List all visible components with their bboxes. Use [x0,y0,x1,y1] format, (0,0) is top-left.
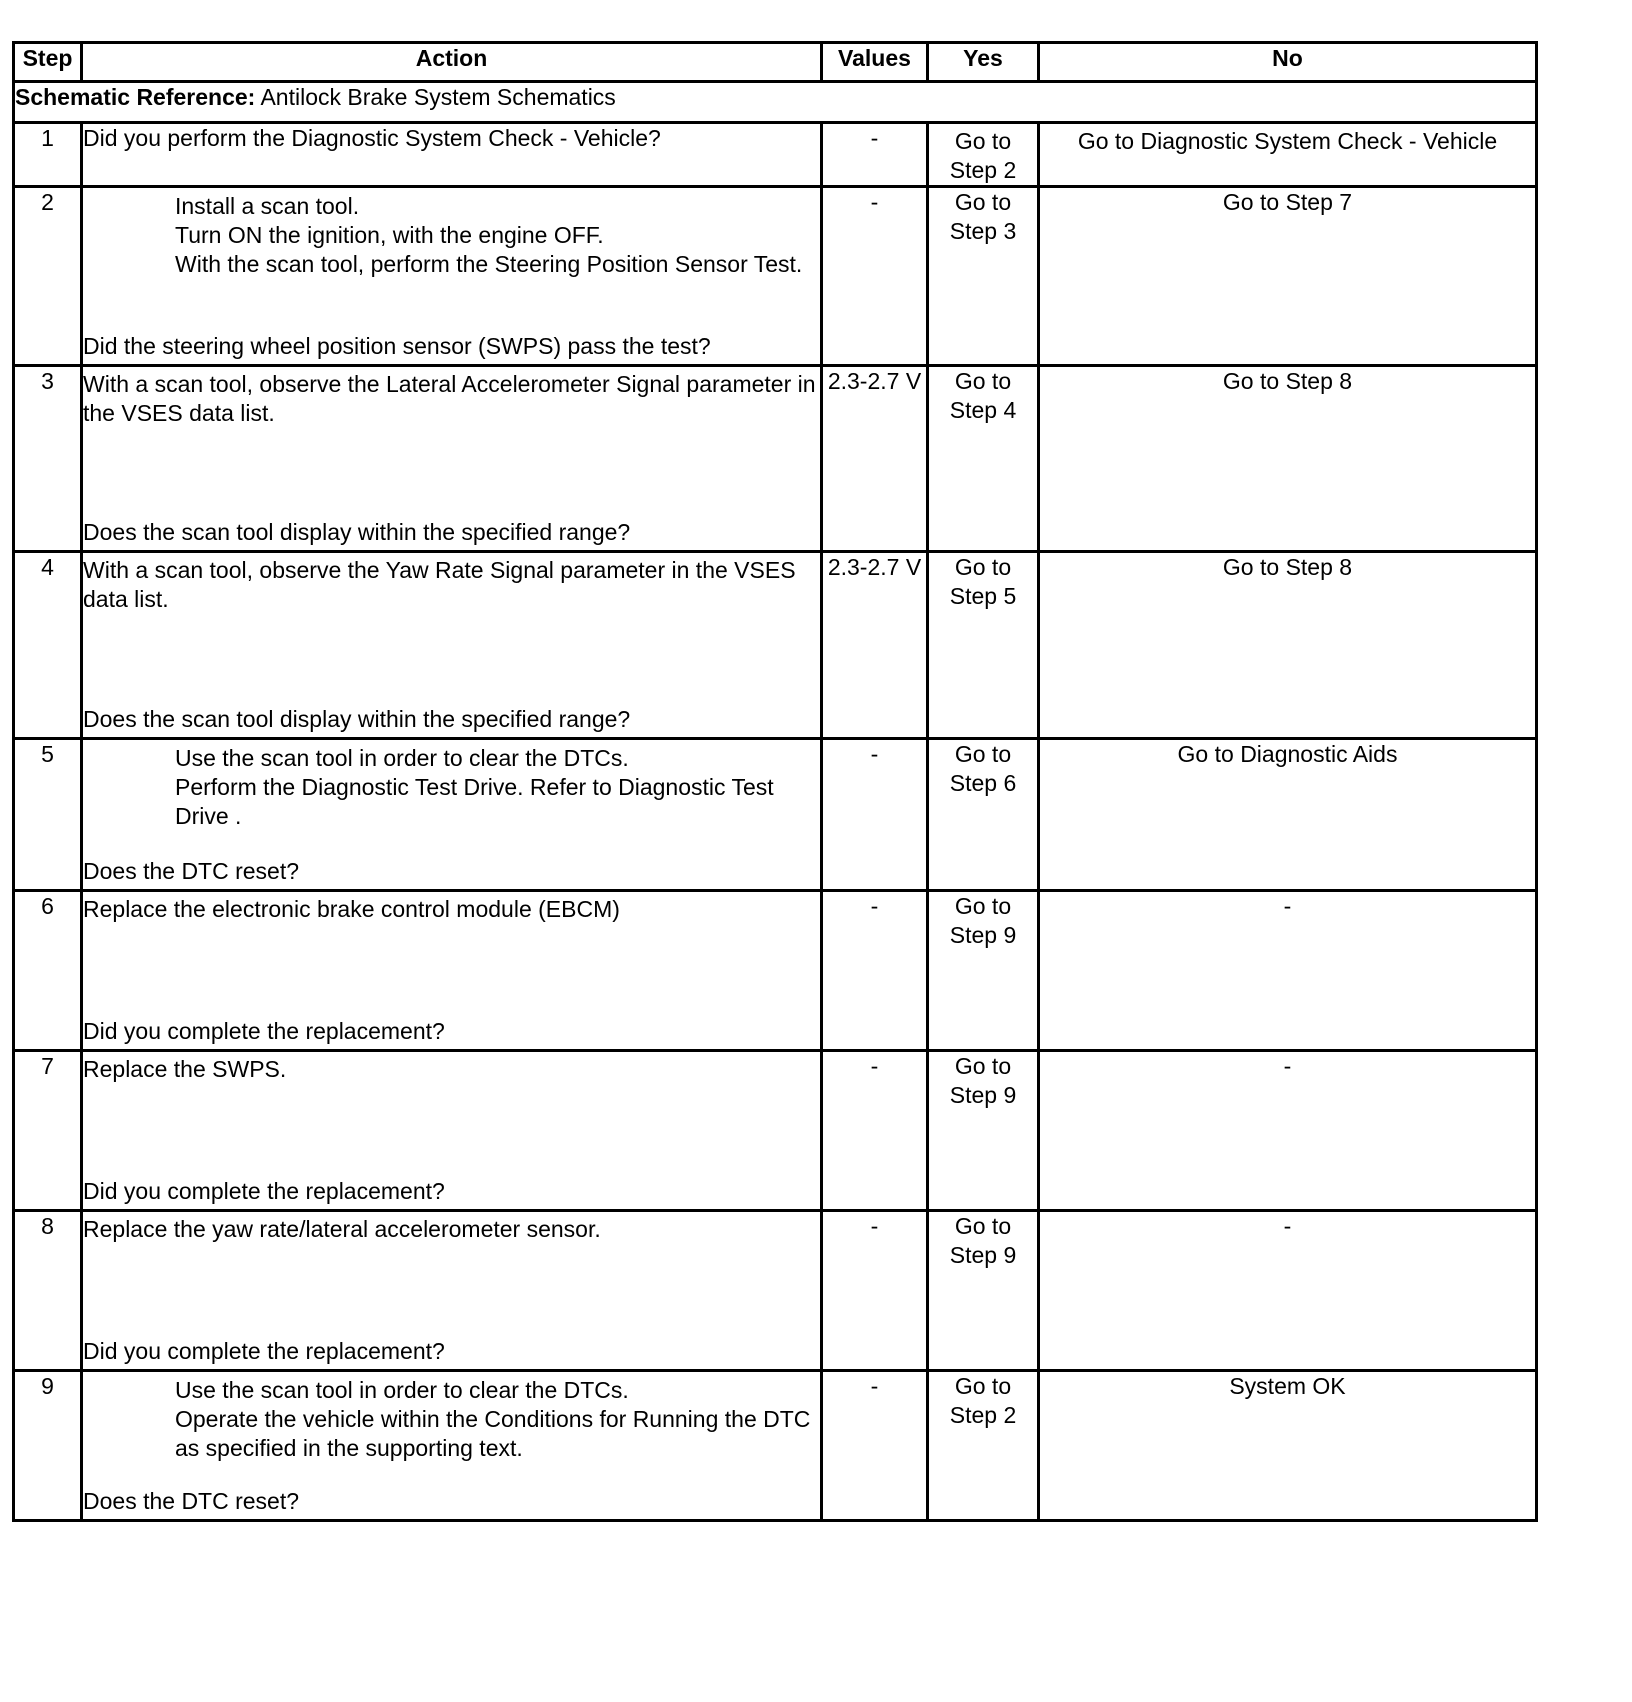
action-instruction: Replace the electronic brake control module (EBCM) [83,896,620,922]
no-link[interactable]: Go to Diagnostic System Check - Vehicle [1039,123,1537,187]
values-cell: - [822,739,928,891]
action-question: Does the scan tool display within the specified range? [83,706,631,732]
step-number: 6 [14,891,82,1051]
table-row [14,739,1537,891]
step-number: 7 [14,1051,82,1211]
step-number: 9 [14,1371,82,1521]
table-row [14,1051,1537,1211]
yes-link[interactable]: Go to Step 6 [928,739,1039,891]
action-cell [82,739,822,891]
step-number: 3 [14,366,82,552]
action-question: Did you complete the replacement? [83,1018,445,1044]
action-cell [82,1211,822,1371]
action-step-item: Perform the Diagnostic Test Drive. Refer to Diagnostic Test Drive . [175,774,774,829]
action-step-item: Turn ON the ignition, with the engine OFF. [175,222,604,248]
no-value: - [1039,891,1537,1051]
action-question: Does the DTC reset? [83,858,300,884]
action-steps-list [83,740,820,831]
yes-link[interactable]: Go to Step 5 [928,552,1039,739]
action-step-item: Install a scan tool. [175,193,360,219]
header-action: Action [82,43,822,82]
header-values: Values [822,43,928,82]
no-link[interactable]: Go to Step 7 [1039,187,1537,366]
step-number: 2 [14,187,82,366]
step-number: 4 [14,552,82,739]
no-link[interactable]: Go to Step 8 [1039,366,1537,552]
action-steps-list [83,188,820,279]
no-link[interactable]: Go to Diagnostic Aids [1039,739,1537,891]
schematic-label: Schematic Reference: [15,84,256,110]
table-body [14,123,1537,1521]
action-cell [82,187,822,366]
table-row [14,891,1537,1051]
yes-link[interactable]: Go to Step 9 [928,1211,1039,1371]
action-step-item: With the scan tool, perform the Steering Position Sensor Test. [175,251,803,277]
no-value: - [1039,1211,1537,1371]
values-cell: - [822,1211,928,1371]
values-cell: - [822,1371,928,1521]
action-question: Did you complete the replacement? [83,1178,445,1204]
values-cell: 2.3-2.7 V [822,366,928,552]
action-cell [82,366,822,552]
values-cell: - [822,891,928,1051]
action-step-item: Use the scan tool in order to clear the DTCs. [175,1377,629,1403]
schematic-reference [14,82,1537,123]
action-instruction: Replace the SWPS. [83,1056,287,1082]
header-no: No [1039,43,1537,82]
yes-link[interactable]: Go to Step 2 [928,123,1039,187]
action-instruction: With a scan tool, observe the Yaw Rate Signal parameter in the VSES data list. [83,557,796,612]
yes-link[interactable]: Go to Step 9 [928,891,1039,1051]
schematic-row [14,82,1537,123]
action-steps-list [83,1372,820,1463]
schematic-link[interactable]: Antilock Brake System Schematics [255,84,616,110]
step-number: 5 [14,739,82,891]
values-cell: - [822,1051,928,1211]
action-question: Does the scan tool display within the specified range? [83,519,631,545]
header-row [14,43,1537,82]
step-number: 8 [14,1211,82,1371]
values-cell: 2.3-2.7 V [822,552,928,739]
action-cell [82,1051,822,1211]
table-row [14,366,1537,552]
no-link[interactable]: System OK [1039,1371,1537,1521]
step-number: 1 [14,123,82,187]
diagnostic-table [12,41,1538,1522]
table-row [14,1371,1537,1521]
table-row [14,1211,1537,1371]
action-question: Did you complete the replacement? [83,1338,445,1364]
no-link[interactable]: Go to Step 8 [1039,552,1537,739]
values-cell: - [822,187,928,366]
action-step-item: Operate the vehicle within the Conditions for Running the DTC as specified in the supporting text. [175,1406,811,1461]
yes-link[interactable]: Go to Step 4 [928,366,1039,552]
header-step: Step [14,43,82,82]
yes-link[interactable]: Go to Step 9 [928,1051,1039,1211]
action-instruction: With a scan tool, observe the Lateral Accelerometer Signal parameter in the VSES data list. [83,371,816,426]
action-cell [82,123,822,187]
no-value: - [1039,1051,1537,1211]
action-question: Did the steering wheel position sensor (SWPS) pass the test? [83,333,711,359]
action-question: Does the DTC reset? [83,1488,300,1514]
action-step-item: Use the scan tool in order to clear the DTCs. [175,745,629,771]
action-cell [82,891,822,1051]
yes-link[interactable]: Go to Step 3 [928,187,1039,366]
action-cell [82,552,822,739]
yes-link[interactable]: Go to Step 2 [928,1371,1039,1521]
table-row [14,187,1537,366]
header-yes: Yes [928,43,1039,82]
table-row [14,123,1537,187]
action-instruction: Replace the yaw rate/lateral accelerometer sensor. [83,1216,601,1242]
table-row [14,552,1537,739]
action-question: Did you perform the Diagnostic System Check - Vehicle? [83,125,661,151]
values-cell: - [822,123,928,187]
diagnostic-table-container [12,41,1538,1522]
action-cell [82,1371,822,1521]
